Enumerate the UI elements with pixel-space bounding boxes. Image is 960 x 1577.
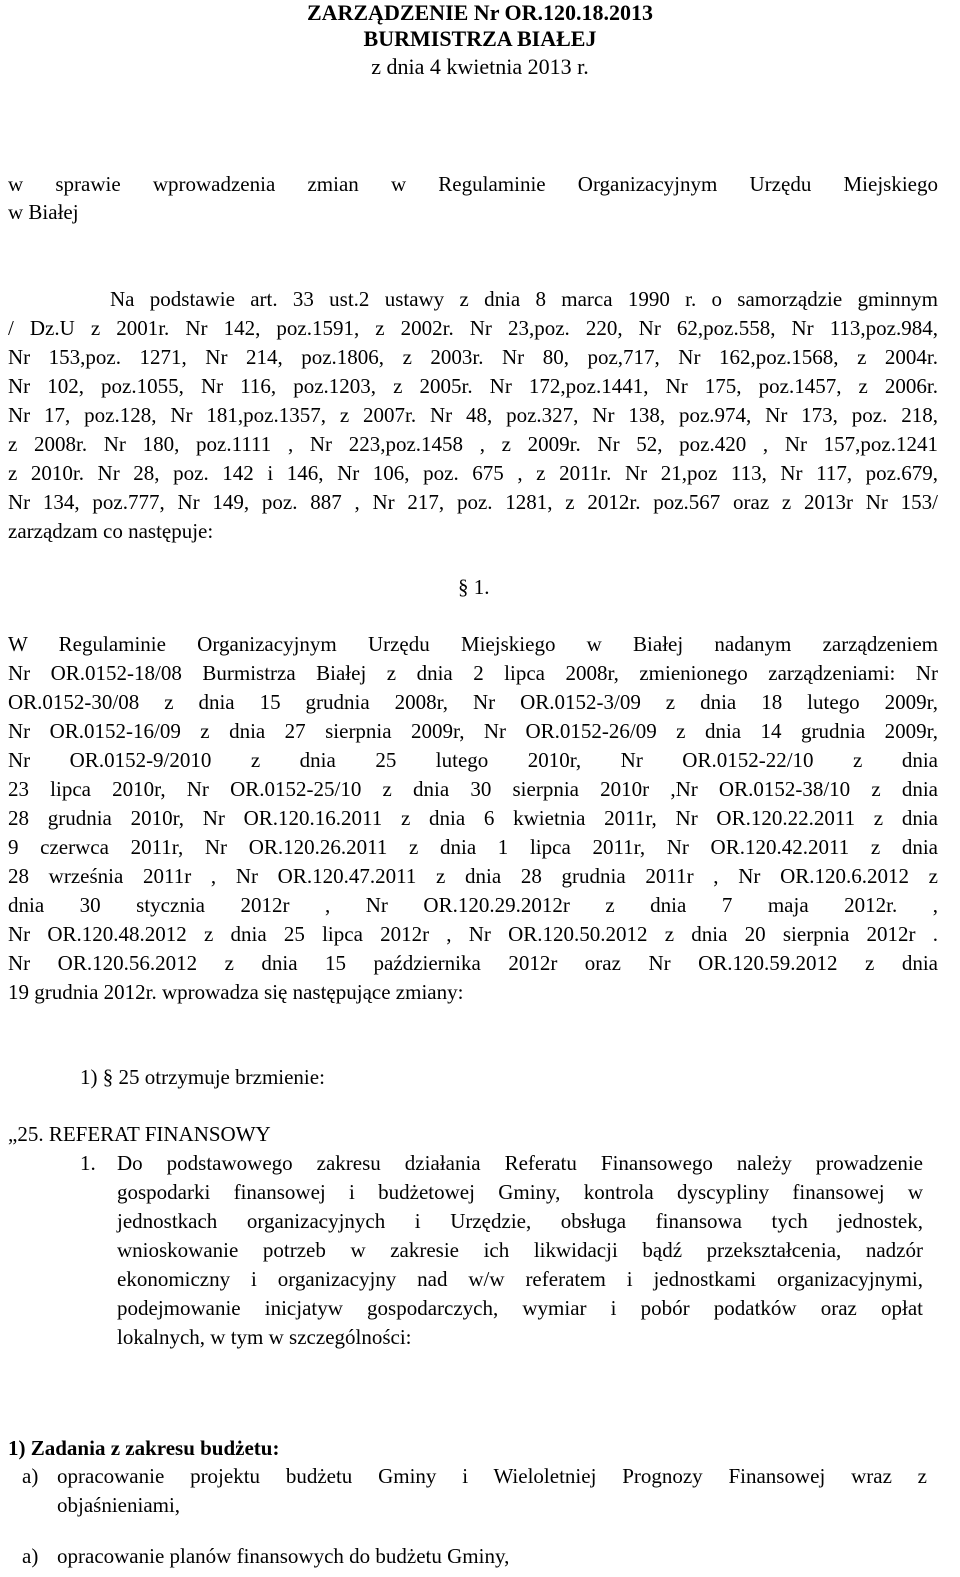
section-mark: § 1. [458,575,490,599]
section1-line: Nr OR.0152-16/09 z dnia 27 sierpnia 2009r, Nr OR.0152-26/09 z dnia 14 grudnia 2009r, [8,719,938,743]
issue-date: z dnia 4 kwietnia 2013 r. [371,54,589,79]
amendment-item: 1) § 25 otrzymuje brzmienie: [80,1065,325,1089]
legal-basis-line: Nr 17, poz.128, Nr 181,poz.1357, z 2007r. Nr 48, poz.327, Nr 138, poz.974, Nr 173, poz. 218, [8,403,938,427]
tasks-heading: 1) Zadania z zakresu budżetu: [8,1436,280,1460]
point1-line: ekonomiczny i organizacyjny nad w/w referatem i jednostkami organizacyjnymi, [117,1267,923,1291]
subject-line-2: w Białej [8,200,79,224]
section1-line: dnia 30 stycznia 2012r , Nr OR.120.29.2012r z dnia 7 maja 2012r. , [8,893,938,917]
task-item [57,1542,927,1571]
point1-line: wnioskowanie potrzeb w zakresie ich likwidacji bądź przekształcenia, nadzór [117,1238,923,1262]
task-line: opracowanie planów finansowych do budżetu Gminy, [57,1544,510,1568]
point1-line: lokalnych, w tym w szczególności: [117,1325,412,1349]
point1-text [117,1149,923,1352]
referat-title: „25. REFERAT FINANSOWY [8,1122,271,1146]
section1-line: 19 grudnia 2012r. wprowadza się następujące zmiany: [8,980,464,1004]
point1-line: podejmowanie inicjatyw gospodarczych, wymiar i pobór podatków oraz opłat [117,1296,923,1320]
section1-line: Nr OR.0152-18/08 Burmistrza Białej z dnia 2 lipca 2008r, zmienionego zarządzeniami: Nr [8,661,938,685]
point-number: 1. [80,1151,96,1175]
legal-basis [8,285,938,546]
section1-line: Nr OR.120.56.2012 z dnia 15 października 2012r oraz Nr OR.120.59.2012 z dnia [8,951,938,975]
task-letter: a) [22,1544,39,1568]
legal-basis-line: Nr 134, poz.777, Nr 149, poz. 887 , Nr 217, poz. 1281, z 2012r. poz.567 oraz z 2013r Nr 153/ [8,490,938,514]
legal-basis-line: Nr 153,poz. 1271, Nr 214, poz.1806, z 2003r. Nr 80, poz,717, Nr 162,poz.1568, z 2004r. [8,345,938,369]
task-item [57,1462,927,1520]
section1-line: W Regulaminie Organizacyjnym Urzędu Miejskiego w Białej nadanym zarządzeniem [8,632,938,656]
section1-line: Nr OR.0152-9/2010 z dnia 25 lutego 2010r, Nr OR.0152-22/10 z dnia [8,748,938,772]
legal-basis-line: Na podstawie art. 33 ust.2 ustawy z dnia 8 marca 1990 r. o samorządzie gminnym [110,287,938,311]
subject-line-1: w sprawie wprowadzenia zmian w Regulaminie Organizacyjnym Urzędu Miejskiego [8,172,938,196]
legal-basis-line: Nr 102, poz.1055, Nr 116, poz.1203, z 2005r. Nr 172,poz.1441, Nr 175, poz.1457, z 2006r. [8,374,938,398]
legal-basis-line: z 2008r. Nr 180, poz.1111 , Nr 223,poz.1458 , z 2009r. Nr 52, poz.420 , Nr 157,poz.1241 [8,432,938,456]
legal-basis-line: z 2010r. Nr 28, poz. 142 i 146, Nr 106, poz. 675 , z 2011r. Nr 21,poz 113, Nr 117, poz.679, [8,461,938,485]
task-line: opracowanie projektu budżetu Gminy i Wieloletniej Prognozy Finansowej wraz z [57,1464,927,1488]
issuer-title: BURMISTRZA BIAŁEJ [363,26,597,51]
section1-line: 9 czerwca 2011r, Nr OR.120.26.2011 z dnia 1 lipca 2011r, Nr OR.120.42.2011 z dnia [8,835,938,859]
legal-basis-closing: zarządzam co następuje: [8,519,214,543]
document-title: ZARZĄDZENIE Nr OR.120.18.2013 [306,0,654,25]
section1-line: Nr OR.120.48.2012 z dnia 25 lipca 2012r , Nr OR.120.50.2012 z dnia 20 sierpnia 2012r . [8,922,938,946]
section1-line: OR.0152-30/08 z dnia 15 grudnia 2008r, Nr OR.0152-3/09 z dnia 18 lutego 2009r, [8,690,938,714]
point1-line: Do podstawowego zakresu działania Referatu Finansowego należy prowadzenie [117,1151,923,1175]
section1-line: 23 lipca 2010r, Nr OR.0152-25/10 z dnia 30 sierpnia 2010r ,Nr OR.0152-38/10 z dnia [8,777,938,801]
task-letter: a) [22,1464,39,1488]
task-line: objaśnieniami, [57,1493,181,1517]
point1-line: gospodarki finansowej i budżetowej Gminy, kontrola dyscypliny finansowej w [117,1180,923,1204]
section1-line: 28 grudnia 2010r, Nr OR.120.16.2011 z dnia 6 kwietnia 2011r, Nr OR.120.22.2011 z dnia [8,806,938,830]
section1-text [8,630,938,1007]
point1-line: jednostkach organizacyjnych i Urzędzie, obsługa finansowa tych jednostek, [117,1209,923,1233]
section1-line: 28 września 2011r , Nr OR.120.47.2011 z dnia 28 grudnia 2011r , Nr OR.120.6.2012 z [8,864,938,888]
legal-basis-line: / Dz.U z 2001r. Nr 142, poz.1591, z 2002r. Nr 23,poz. 220, Nr 62,poz.558, Nr 113,poz.984, [8,316,938,340]
